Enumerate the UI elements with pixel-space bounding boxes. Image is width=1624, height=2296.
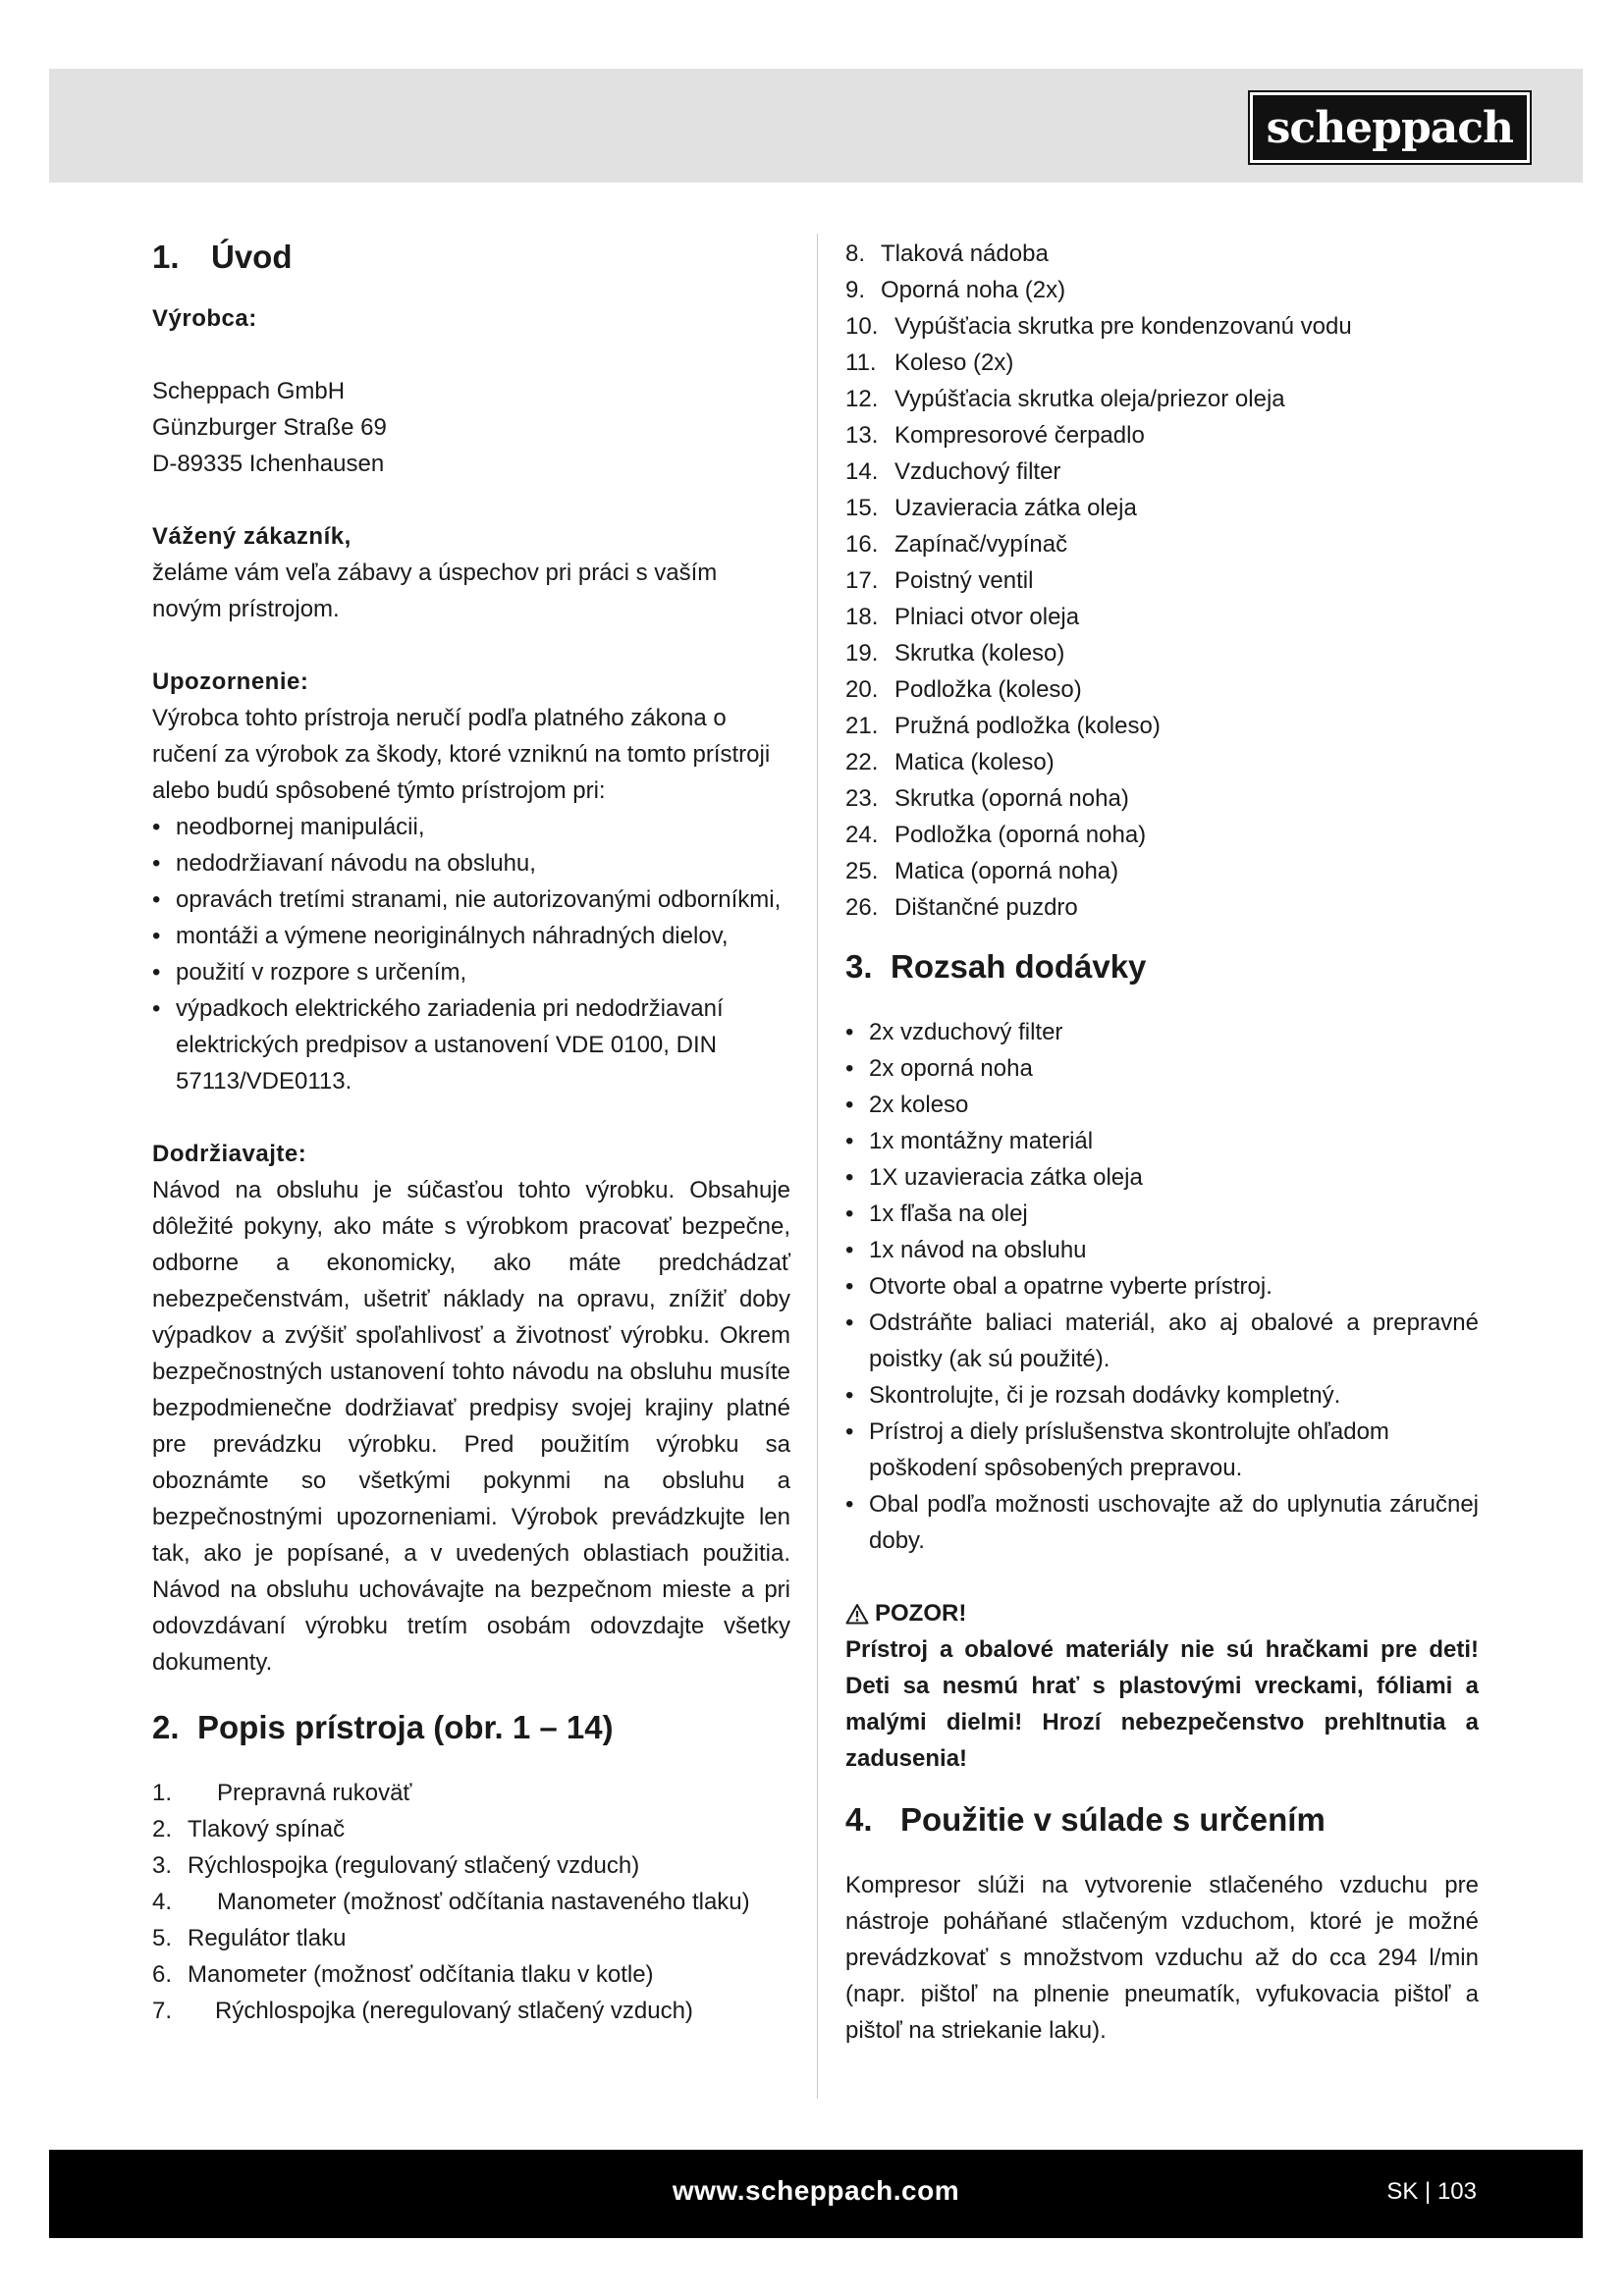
scheppach-logo: scheppach — [1250, 92, 1530, 163]
list-item: 9. Oporná noha (2x) — [845, 277, 1066, 303]
page-number: SK | 103 — [1386, 2178, 1477, 2205]
list-item: • 2x oporná noha — [845, 1050, 1479, 1087]
warning-heading — [845, 1595, 1479, 1631]
list-item: • 2x vzduchový filter — [845, 1014, 1479, 1050]
list-item: • 1x návod na obsluhu — [845, 1232, 1479, 1268]
scope-list — [845, 1014, 1479, 1559]
section-title: Popis prístroja (obr. 1 – 14) — [197, 1709, 614, 1745]
list-item: • 1x fľaša na olej — [845, 1196, 1479, 1232]
list-item: • Prístroj a diely príslušenstva skontrolujte ohľadom poškodení spôsobených prepravou. — [845, 1414, 1479, 1486]
list-item: 12. Vypúšťacia skrutka oleja/priezor oleja — [845, 386, 1285, 412]
section-1-heading — [152, 236, 790, 279]
list-item: • opravách tretími stranami, nie autorizovanými odborníkmi, — [152, 881, 790, 918]
column-divider — [817, 234, 818, 2099]
list-item: 8. Tlaková nádoba — [845, 240, 1049, 267]
list-item: 3. Rýchlospojka (regulovaný stlačený vzduch) — [152, 1852, 640, 1879]
list-item: 22. Matica (koleso) — [845, 749, 1055, 775]
list-item: 7. Rýchlospojka (neregulovaný stlačený vzduch) — [152, 1998, 693, 2024]
header-band — [49, 69, 1583, 183]
list-item: 18. Plniaci otvor oleja — [845, 604, 1080, 630]
list-item: • 1x montážny materiál — [845, 1123, 1479, 1159]
list-item: 2. Tlakový spínač — [152, 1816, 346, 1842]
list-item: • výpadkoch elektrického zariadenia pri nedodržiavaní elektrických predpisov a ustanovení VDE 0100, DIN 57113/VDE0113. — [152, 990, 790, 1099]
parts-list-b — [845, 236, 1479, 926]
section-number: 3. — [845, 948, 873, 985]
warning-triangle-icon — [845, 1603, 869, 1625]
greeting-text: želáme vám veľa zábavy a úspechov pri práci s vaším novým prístrojom. — [152, 560, 718, 622]
notice-list — [152, 809, 790, 1099]
list-item: • Obal podľa možnosti uschovajte až do uplynutia záručnej doby. — [845, 1486, 1479, 1559]
list-item: 11. Koleso (2x) — [845, 349, 1014, 376]
list-item: • Otvorte obal a opatrne vyberte prístroj. — [845, 1268, 1479, 1305]
section-title: Rozsah dodávky — [891, 948, 1147, 985]
list-item: • použití v rozpore s určením, — [152, 954, 790, 990]
list-item: 19. Skrutka (koleso) — [845, 640, 1065, 667]
list-item: 17. Poistný ventil — [845, 567, 1034, 594]
observe-text: Návod na obsluhu je súčasťou tohto výrobku. Obsahuje dôležité pokyny, ako máte s výrobkom pracovať bezpečne, odborne a ekonomicky, ako máte predchádzať nebezpečenstvám, ušetriť náklady na opravu, znížiť doby výpadkov a zvýšiť spoľahlivosť a životnosť výrobku. Okrem bezpečnostných ustanovení tohto návodu na obsluhu musíte bezpodmienečne dodržiavať predpisy svojej krajiny platné pre prevádzku výrobku. Pred použitím výrobku sa oboznámte so všetkými pokynmi na obsluhu a bezpečnostnými upozorneniami. Výrobok prevádzkujte len tak, ako je popísané, a v uvedených oblastiach použitia. Návod na obsluhu uchovávajte na bezpečnom mieste a pri odovzdávaní výrobku tretím osobám odovzdajte všetky dokumenty. — [152, 1177, 790, 1676]
warning-title: POZOR! — [875, 1600, 967, 1627]
list-item: 16. Zapínač/vypínač — [845, 531, 1068, 558]
list-item: 25. Matica (oporná noha) — [845, 858, 1119, 884]
list-item: 21. Pružná podložka (koleso) — [845, 713, 1161, 739]
section-3-heading — [845, 945, 1479, 988]
list-item: 5. Regulátor tlaku — [152, 1925, 347, 1951]
section-number: 4. — [845, 1801, 873, 1838]
left-column — [152, 236, 790, 2029]
list-item: 15. Uzavieracia zátka oleja — [845, 495, 1137, 521]
list-item: 10. Vypúšťacia skrutka pre kondenzovanú vodu — [845, 313, 1352, 340]
footer-url: www.scheppach.com — [672, 2175, 960, 2206]
list-item: 1. Prepravná rukoväť — [152, 1780, 412, 1806]
right-column — [845, 236, 1479, 2049]
observe-label: Dodržiavajte: — [152, 1141, 307, 1167]
list-item: 6. Manometer (možnosť odčítania tlaku v kotle) — [152, 1961, 654, 1988]
list-item: 13. Kompresorové čerpadlo — [845, 422, 1145, 449]
usage-text: Kompresor slúži na vytvorenie stlačeného vzduchu pre nástroje poháňané stlačeným vzduchom, ktoré je možné prevádzkovať s množstvom vzduchu až do cca 294 l/min (napr. pištoľ na plnenie pneumatík, vyfukovacia pištoľ a pištoľ na striekanie laku). — [845, 1872, 1479, 2044]
footer-band — [49, 2150, 1583, 2238]
manufacturer-label: Výrobca: — [152, 305, 257, 332]
address-line: Scheppach GmbH — [152, 378, 346, 404]
list-item: • nedodržiavaní návodu na obsluhu, — [152, 845, 790, 881]
warning-text: Prístroj a obalové materiály nie sú hračkami pre deti! Deti sa nesmú hrať s plastovými vreckami, fóliami a malými dielmi! Hrozí nebezpečenstvo prehltnutia a zadusenia! — [845, 1636, 1479, 1772]
section-4-heading — [845, 1798, 1479, 1842]
section-number: 2. — [152, 1709, 180, 1745]
parts-list-a — [152, 1775, 790, 2029]
address-line: Günzburger Straße 69 — [152, 414, 387, 441]
list-item: • Skontrolujte, či je rozsah dodávky kompletný. — [845, 1377, 1479, 1414]
section-title: Použitie v súlade s určením — [900, 1801, 1326, 1838]
dear-customer-label: Vážený zákazník, — [152, 523, 352, 550]
list-item: 26. Dištančné puzdro — [845, 894, 1078, 921]
list-item: • 2x koleso — [845, 1087, 1479, 1123]
list-item: 14. Vzduchový filter — [845, 458, 1061, 485]
list-item: • montáži a výmene neoriginálnych náhradných dielov, — [152, 918, 790, 954]
list-item: 24. Podložka (oporná noha) — [845, 822, 1147, 848]
list-item: • Odstráňte baliaci materiál, ako aj obalové a prepravné poistky (ak sú použité). — [845, 1305, 1479, 1377]
list-item: • neodbornej manipulácii, — [152, 809, 790, 845]
section-title: Úvod — [211, 239, 293, 275]
notice-text: Výrobca tohto prístroja neručí podľa platného zákona o ručení za výrobok za škody, ktoré vzniknú na tomto prístroji alebo budú spôsobené týmto prístrojom pri: — [152, 705, 771, 804]
section-2-heading — [152, 1706, 790, 1749]
notice-label: Upozornenie: — [152, 668, 309, 695]
section-number: 1. — [152, 239, 180, 275]
list-item: 23. Skrutka (oporná noha) — [845, 785, 1129, 812]
list-item: 4. Manometer (možnosť odčítania nastaveného tlaku) — [152, 1889, 750, 1915]
list-item: 20. Podložka (koleso) — [845, 676, 1082, 703]
address-line: D-89335 Ichenhausen — [152, 451, 385, 477]
list-item: • 1X uzavieracia zátka oleja — [845, 1159, 1479, 1196]
